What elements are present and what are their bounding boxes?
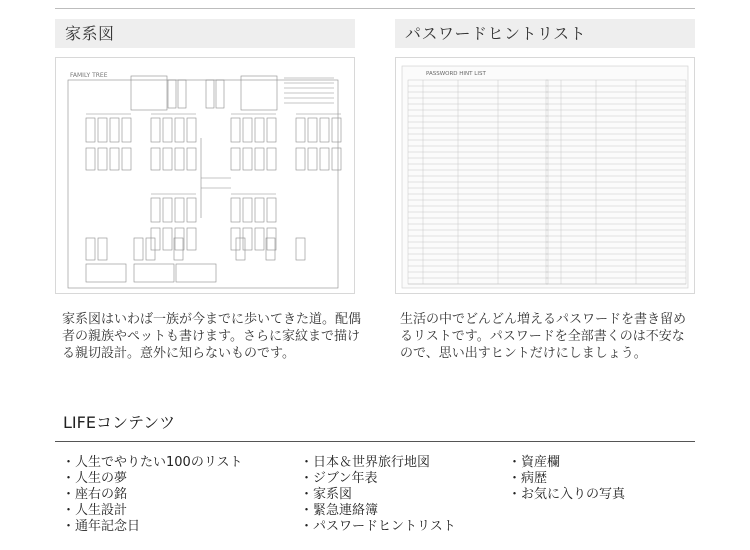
life-list-column-3 bbox=[508, 455, 625, 503]
top-divider bbox=[55, 8, 695, 9]
list-item: ・緊急連絡簿 bbox=[300, 503, 379, 518]
list-item: ・お気に入りの写真 bbox=[508, 487, 626, 502]
password-thumb-label: PASSWORD HINT LIST bbox=[426, 71, 486, 77]
password-hint-heading: パスワードヒントリスト bbox=[395, 19, 695, 48]
list-item: ・資産欄 bbox=[508, 455, 561, 470]
list-item: ・ジブン年表 bbox=[300, 471, 378, 486]
life-list-column-2 bbox=[300, 455, 456, 535]
password-hint-thumbnail bbox=[395, 57, 695, 294]
list-item: ・病歴 bbox=[508, 471, 548, 486]
list-item: ・日本＆世界旅行地図 bbox=[300, 455, 431, 470]
list-item: ・人生でやりたい100のリスト bbox=[62, 455, 243, 470]
list-item: ・人生設計 bbox=[62, 503, 128, 518]
family-tree-thumb-label: FAMILY TREE bbox=[70, 72, 108, 79]
family-tree-description: 家系図はいわば一族が今までに歩いてきた道。配偶者の親族やペットも書けます。さらに家紋まで描ける親切設計。意外に知らないものです。 bbox=[62, 312, 362, 361]
password-hint-description: 生活の中でどんどん増えるパスワードを書き留めるリストです。パスワードを全部書くのは不安なので、思い出すヒントだけにしましょう。 bbox=[400, 312, 687, 361]
life-contents-heading: LIFEコンテンツ bbox=[55, 412, 695, 442]
list-item: ・パスワードヒントリスト bbox=[300, 519, 456, 534]
family-tree-thumbnail bbox=[55, 57, 355, 294]
life-list-column-1 bbox=[62, 455, 243, 535]
list-item: ・座右の銘 bbox=[62, 487, 128, 502]
list-item: ・家系図 bbox=[300, 487, 353, 502]
family-tree-heading: 家系図 bbox=[55, 19, 355, 48]
list-item: ・通年記念日 bbox=[62, 519, 141, 534]
list-item: ・人生の夢 bbox=[62, 471, 128, 486]
